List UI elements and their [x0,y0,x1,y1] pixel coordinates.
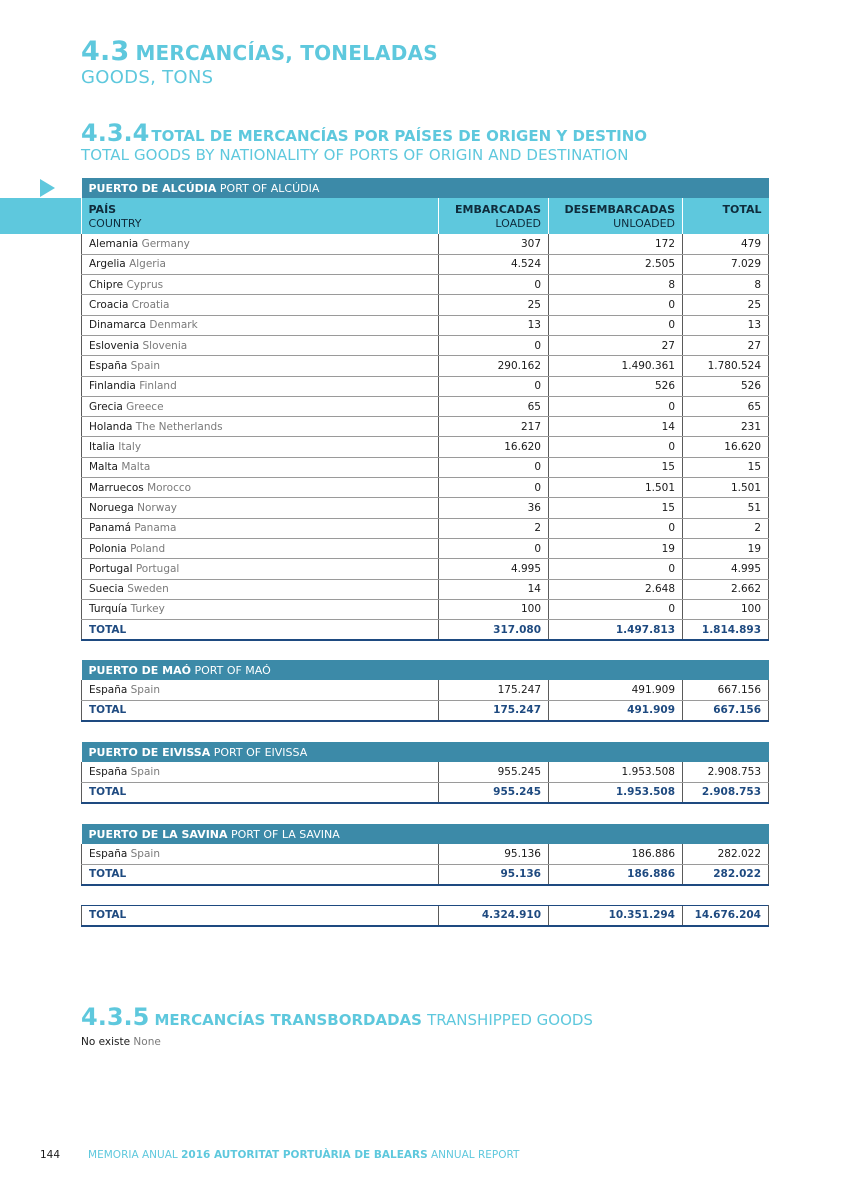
table-row [82,844,769,864]
country-name-es: Panamá [89,522,132,535]
port-header-row [82,178,769,198]
country-name-es: Italia [89,441,115,454]
table-row [82,376,769,396]
country-name-en: Morocco [147,481,192,494]
country-cell [82,559,439,579]
total-label: TOTAL [82,782,439,802]
port-name-es: PUERTO DE EIVISSA [88,745,211,759]
country-name-en: Slovenia [142,339,188,352]
port-table [81,824,769,886]
header-country-en: COUNTRY [88,217,142,231]
loaded-cell: 14 [439,579,549,599]
port-name-en: PORT OF LA SAVINA [231,827,340,841]
table-row [82,234,769,254]
grand-total-total: 14.676.204 [683,906,769,926]
header-total [683,198,769,234]
country-name-en: Greece [126,400,164,413]
unloaded-cell: 1.490.361 [549,356,683,376]
total-cell: 526 [683,376,769,396]
country-cell [82,762,439,782]
country-name-es: España [89,683,128,696]
total-cell: 282.022 [683,844,769,864]
unloaded-cell: 0 [549,396,683,416]
total-cell: 100 [683,599,769,619]
header-loaded [439,198,549,234]
unloaded-cell: 186.886 [549,844,683,864]
section5-note [81,1036,161,1048]
country-cell [82,599,439,619]
loaded-cell: 16.620 [439,437,549,457]
loaded-cell: 0 [439,275,549,295]
unloaded-cell: 2.505 [549,254,683,274]
loaded-cell: 100 [439,599,549,619]
table-row [82,518,769,538]
total-cell: 15 [683,457,769,477]
total-cell: 4.995 [683,559,769,579]
total-total: 667.156 [683,700,769,720]
country-name-en: Croatia [131,299,170,312]
total-total: 2.908.753 [683,782,769,802]
country-name-es: Chipre [89,278,124,291]
port-name [82,742,769,762]
section5-title-en: TRANSHIPPED GOODS [427,1011,593,1029]
table-row [82,599,769,619]
country-name-en: Norway [137,502,177,514]
total-loaded: 317.080 [439,620,549,640]
table-row [82,417,769,437]
header-unloaded-es: DESEMBARCADAS [564,203,675,216]
country-name-es: Polonia [89,542,127,555]
country-name-es: Grecia [89,400,123,413]
port-name [82,178,769,198]
subsection-title-en: TOTAL GOODS BY NATIONALITY OF PORTS OF ORIGIN AND DESTINATION [81,146,629,164]
unloaded-cell: 15 [549,498,683,518]
total-cell: 1.501 [683,478,769,498]
header-unloaded [549,198,683,234]
footer-bold: 2016 AUTORITAT PORTUÀRIA DE BALEARS [181,1149,428,1161]
table-row [82,437,769,457]
accent-band [0,198,81,234]
port-name [82,660,769,680]
table-row [82,538,769,558]
table-row [82,335,769,355]
unloaded-cell: 14 [549,417,683,437]
country-cell [82,234,439,254]
total-cell: 2 [683,518,769,538]
total-cell: 51 [683,498,769,518]
country-name-en: Portugal [135,562,180,575]
port-name-en: PORT OF MAÓ [194,663,271,677]
port-name-es: PUERTO DE ALCÚDIA [88,181,217,195]
total-cell: 667.156 [683,680,769,700]
total-label: TOTAL [82,864,439,884]
port-name-es: PUERTO DE MAÓ [88,663,191,677]
country-name-en: Spain [130,359,160,372]
table-row [82,396,769,416]
table-row [82,559,769,579]
port-name [82,824,769,844]
unloaded-cell: 491.909 [549,680,683,700]
page-number: 144 [40,1149,61,1161]
country-name-en: Panama [134,522,177,535]
country-cell [82,254,439,274]
country-name-es: Suecia [89,583,124,596]
unloaded-cell: 27 [549,335,683,355]
total-cell: 2.662 [683,579,769,599]
total-cell: 13 [683,315,769,335]
country-name-es: España [89,359,128,372]
unloaded-cell: 1.501 [549,478,683,498]
country-name-en: Italy [118,441,142,454]
unloaded-cell: 0 [549,599,683,619]
table-row [82,356,769,376]
column-header-row [82,198,769,234]
total-unloaded: 1.953.508 [549,782,683,802]
total-cell: 2.908.753 [683,762,769,782]
country-cell [82,844,439,864]
country-cell [82,478,439,498]
country-cell [82,437,439,457]
table-row [82,680,769,700]
total-unloaded: 186.886 [549,864,683,884]
port-header-row [82,660,769,680]
country-name-en: Poland [130,542,166,555]
loaded-cell: 217 [439,417,549,437]
section5-title-es: MERCANCÍAS TRANSBORDADAS [154,1011,422,1029]
country-cell [82,579,439,599]
loaded-cell: 0 [439,538,549,558]
loaded-cell: 36 [439,498,549,518]
header-country-es: PAÍS [88,203,117,216]
total-unloaded: 491.909 [549,700,683,720]
loaded-cell: 290.162 [439,356,549,376]
grand-total-label: TOTAL [82,906,439,926]
loaded-cell: 0 [439,335,549,355]
country-cell [82,498,439,518]
country-name-es: Portugal [89,562,133,575]
subsection-title-es: TOTAL DE MERCANCÍAS POR PAÍSES DE ORIGEN Y DESTINO [151,127,648,145]
unloaded-cell: 15 [549,457,683,477]
country-name-es: España [89,847,128,860]
table-row [82,275,769,295]
country-name-en: Finland [139,380,177,393]
port-total-row [82,782,769,802]
section5-title [81,1005,593,1029]
port-name-en: PORT OF ALCÚDIA [219,181,320,195]
section-title-es: MERCANCÍAS, TONELADAS [135,41,438,65]
total-loaded: 955.245 [439,782,549,802]
country-name-es: Marruecos [89,481,144,494]
country-name-es: España [89,765,128,778]
country-name-es: Eslovenia [89,339,140,352]
country-name-en: Spain [130,765,160,778]
header-loaded-en: LOADED [495,217,541,231]
table-row [82,478,769,498]
total-cell: 8 [683,275,769,295]
loaded-cell: 95.136 [439,844,549,864]
country-cell [82,356,439,376]
section5-note-en: None [133,1036,161,1048]
total-label: TOTAL [82,620,439,640]
country-name-en: Malta [121,461,151,474]
table-row [82,315,769,335]
unloaded-cell: 0 [549,295,683,315]
country-name-es: Noruega [89,502,134,514]
table-row [82,457,769,477]
total-cell: 19 [683,538,769,558]
grand-total-table [81,905,769,927]
total-cell: 16.620 [683,437,769,457]
unloaded-cell: 8 [549,275,683,295]
port-table [81,660,769,722]
loaded-cell: 13 [439,315,549,335]
table-row [82,762,769,782]
country-name-es: Dinamarca [89,319,147,332]
country-cell [82,295,439,315]
subsection-title [81,121,647,163]
loaded-cell: 65 [439,396,549,416]
table-row [82,295,769,315]
country-cell [82,457,439,477]
table-row [82,579,769,599]
loaded-cell: 2 [439,518,549,538]
country-name-en: Turkey [130,603,165,616]
country-cell [82,396,439,416]
country-cell [82,376,439,396]
total-cell: 1.780.524 [683,356,769,376]
header-country [82,198,439,234]
country-name-es: Holanda [89,420,133,433]
header-total-label: TOTAL [722,203,762,216]
total-total: 1.814.893 [683,620,769,640]
country-name-en: Cyprus [126,278,164,291]
country-name-es: Malta [89,461,118,474]
country-name-en: The Netherlands [135,420,223,433]
section5-number: 4.3.5 [81,1003,150,1031]
total-loaded: 175.247 [439,700,549,720]
country-cell [82,417,439,437]
table-row [82,254,769,274]
port-name-es: PUERTO DE LA SAVINA [88,827,228,841]
page-footer [40,1149,519,1161]
footer-post: ANNUAL REPORT [431,1149,520,1161]
section-number: 4.3 [81,36,130,67]
country-cell [82,538,439,558]
loaded-cell: 4.524 [439,254,549,274]
table-row [82,498,769,518]
header-unloaded-en: UNLOADED [613,217,675,231]
total-cell: 479 [683,234,769,254]
loaded-cell: 0 [439,376,549,396]
loaded-cell: 4.995 [439,559,549,579]
total-unloaded: 1.497.813 [549,620,683,640]
total-loaded: 95.136 [439,864,549,884]
port-total-row [82,620,769,640]
port-total-row [82,700,769,720]
port-name-en: PORT OF EIVISSA [213,745,308,759]
loaded-cell: 955.245 [439,762,549,782]
total-cell: 7.029 [683,254,769,274]
country-name-en: Germany [141,237,190,250]
country-name-es: Turquía [89,603,128,616]
total-cell: 65 [683,396,769,416]
section5-note-es: No existe [81,1036,131,1048]
arrow-marker-icon [40,179,55,197]
country-name-en: Algeria [129,258,166,271]
port-table [81,178,769,641]
unloaded-cell: 172 [549,234,683,254]
country-name-en: Spain [130,847,160,860]
country-cell [82,335,439,355]
country-name-en: Sweden [127,583,169,596]
subsection-number: 4.3.4 [81,119,150,147]
total-label: TOTAL [82,700,439,720]
country-name-es: Croacia [89,299,129,312]
grand-total-unloaded: 10.351.294 [549,906,683,926]
port-total-row [82,864,769,884]
unloaded-cell: 0 [549,315,683,335]
grand-total-row [82,906,769,926]
unloaded-cell: 526 [549,376,683,396]
section-title [81,38,438,87]
unloaded-cell: 19 [549,538,683,558]
unloaded-cell: 0 [549,559,683,579]
loaded-cell: 0 [439,478,549,498]
country-name-es: Argelia [89,258,126,271]
section-title-en: GOODS, TONS [81,67,214,88]
grand-total-loaded: 4.324.910 [439,906,549,926]
country-cell [82,680,439,700]
port-table [81,742,769,804]
loaded-cell: 307 [439,234,549,254]
country-name-en: Denmark [149,319,198,332]
loaded-cell: 0 [439,457,549,477]
country-cell [82,315,439,335]
total-cell: 25 [683,295,769,315]
total-cell: 231 [683,417,769,437]
footer-pre: MEMORIA ANUAL [88,1149,178,1161]
port-header-row [82,824,769,844]
unloaded-cell: 0 [549,518,683,538]
header-loaded-es: EMBARCADAS [455,203,541,216]
loaded-cell: 25 [439,295,549,315]
total-total: 282.022 [683,864,769,884]
total-cell: 27 [683,335,769,355]
unloaded-cell: 0 [549,437,683,457]
country-cell [82,518,439,538]
unloaded-cell: 1.953.508 [549,762,683,782]
country-cell [82,275,439,295]
country-name-es: Finlandia [89,380,136,393]
country-name-es: Alemania [89,237,139,250]
port-header-row [82,742,769,762]
loaded-cell: 175.247 [439,680,549,700]
unloaded-cell: 2.648 [549,579,683,599]
country-name-en: Spain [130,683,160,696]
